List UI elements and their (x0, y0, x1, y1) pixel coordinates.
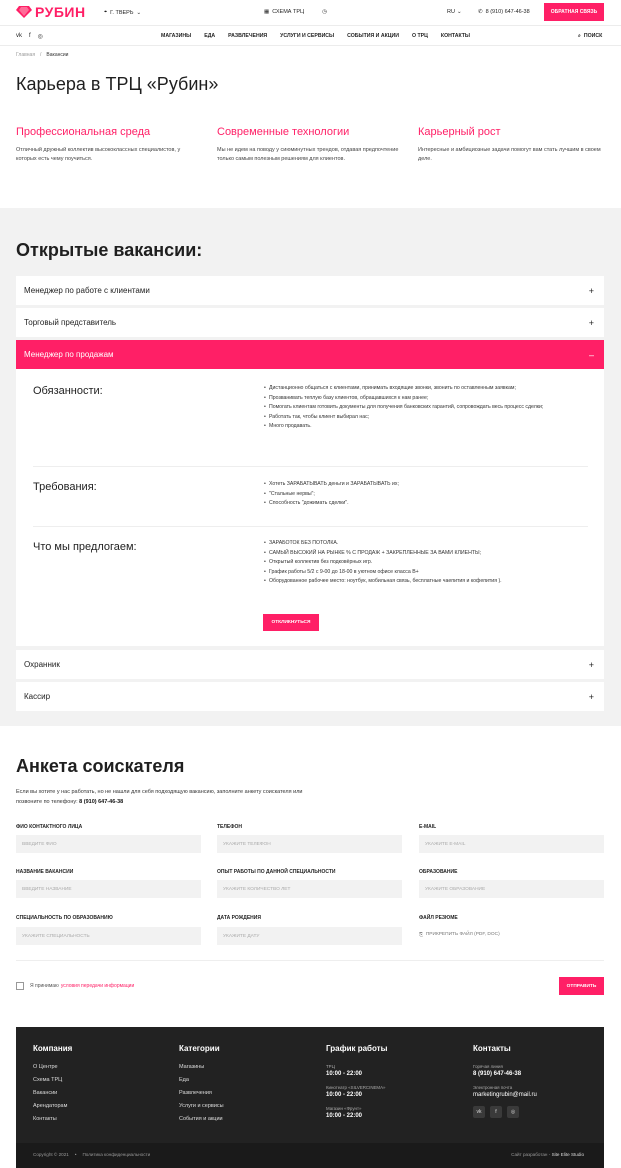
duties-list (264, 384, 594, 432)
clock-icon[interactable]: ◷ (322, 9, 327, 15)
agree-text: Я принимаю (30, 983, 59, 989)
offer-title: Что мы предлогаем: (33, 541, 137, 553)
footer-copy (33, 1152, 150, 1157)
list-item: • Оборудованное рабочее место: ноутбук, мобильная связь, бесплатные чаепития и кофепития ). (264, 577, 594, 587)
hotline-label: Горячая линия (473, 1064, 503, 1069)
vacancy-accordion-item[interactable] (16, 650, 604, 679)
list-item: • График работы 5/2 с 9-00 до 18-00 в уютном офисе класса В+ (264, 568, 594, 578)
footer-heading: График работы (326, 1044, 388, 1053)
footer-link[interactable]: Еда (179, 1077, 189, 1083)
footer-link[interactable]: О Центре (33, 1064, 58, 1070)
vacancy-title: Охранник (24, 660, 60, 669)
plus-icon: + (588, 659, 594, 670)
hours-place: Магазин «Фрунт» (326, 1106, 362, 1111)
list-item: • Хотеть ЗАРАБАТЫВАТЬ деньги и ЗАРАБАТЫВАТЬ их; (264, 480, 594, 490)
copyright: Copyright © 2021 (33, 1152, 69, 1157)
minus-icon: – (588, 349, 594, 360)
divider (16, 960, 604, 961)
footer-link[interactable]: Магазины (179, 1064, 205, 1070)
footer-link[interactable]: Схема ТРЦ (33, 1077, 63, 1083)
language-selector[interactable] (447, 9, 462, 15)
footer-link[interactable]: Развлечения (179, 1090, 212, 1096)
footer-link[interactable]: Арендаторам (33, 1103, 68, 1109)
footer-company (33, 1044, 72, 1129)
form-title: Анкета соискателя (16, 756, 185, 776)
respond-button[interactable]: ОТКЛИКНУТЬСЯ (263, 614, 319, 631)
feature-title: Современные технологии (217, 126, 350, 138)
attach-label: ПРИКРЕПИТЬ ФАЙЛ (PDF, DOC) (425, 932, 500, 937)
list-item: • Много продавать. (264, 422, 594, 432)
nav-item-contacts[interactable]: КОНТАКТЫ (440, 33, 470, 39)
search-label: ПОИСК (583, 33, 603, 39)
offer-list (264, 539, 594, 587)
footer-social (473, 1106, 537, 1118)
field-label: ФИО КОНТАКТНОГО ЛИЦА (16, 824, 83, 830)
list-item: • "Стальные нервы"; (264, 490, 594, 500)
form-intro-text: Если вы хотите у нас работать, но не нашли для себя подходящую вакансию, заполните анкету соискателя или позвоните по телефону: (16, 789, 303, 805)
divider (0, 45, 621, 46)
agree-checkbox[interactable] (16, 982, 24, 990)
ruby-gem-icon (16, 6, 32, 18)
list-item: • Помогать клиентам готовить документы для получения банковских гарантий, сопровождать весь процесс сделки; (264, 403, 594, 413)
feature-text: Интересные и амбициозные задачи помогут вам стать лучшим в своем деле. (418, 147, 601, 162)
hours-time: 10:00 - 22:00 (326, 1092, 363, 1098)
instagram-icon[interactable]: ◎ (507, 1106, 519, 1118)
divider (0, 25, 621, 26)
instagram-icon[interactable]: ◎ (37, 34, 43, 40)
hours-time: 10:00 - 22:00 (326, 1071, 363, 1077)
vacancies-title: Открытые вакансии: (16, 240, 203, 260)
birthdate-input[interactable]: УКАЖИТЕ ДАТУ (217, 927, 402, 945)
send-button[interactable]: ОТПРАВИТЬ (559, 977, 604, 995)
footer-hours (326, 1044, 387, 1127)
breadcrumb (16, 52, 68, 58)
list-item: • Дистанционно общаться с клиентами, принимать входящие звонки, звонить по оставленным заявкам; (264, 384, 594, 394)
city-selector[interactable] (104, 9, 141, 16)
lang-label: RU (447, 9, 455, 15)
vacancy-name-input[interactable]: ВВЕДИТЕ НАЗВАНИЕ (16, 880, 201, 898)
email-label: Электронная почта (473, 1085, 513, 1090)
list-item: • Прозванивать теплую базу клиентов, обращавшихся к нам ранее; (264, 394, 594, 404)
name-input[interactable]: ВВЕДИТЕ ФИО (16, 835, 201, 853)
footer-link[interactable]: Контакты (33, 1116, 57, 1122)
fb-icon[interactable]: f (490, 1106, 502, 1118)
nav-item-entertainment[interactable]: РАЗВЛЕЧЕНИЯ (228, 33, 268, 39)
plus-icon: + (588, 317, 594, 328)
phone-number: 8 (910) 647-46-38 (485, 9, 530, 15)
map-link[interactable] (264, 9, 304, 15)
nav-item-about[interactable]: О ТРЦ (412, 33, 428, 39)
breadcrumb-separator: / (40, 52, 42, 58)
field-label: ТЕЛЕФОН (217, 824, 242, 830)
footer-link[interactable]: Вакансии (33, 1090, 58, 1096)
hours-place: ТРЦ (326, 1064, 335, 1069)
list-item: • Работать так, чтобы клиент выбирал нас; (264, 413, 594, 423)
feature-card (16, 126, 201, 164)
page-title: Карьера в ТРЦ «Рубин» (16, 74, 219, 94)
agree-checkbox-row (16, 982, 134, 990)
breadcrumb-current: Вакансии (46, 52, 69, 58)
vk-icon[interactable]: vk (473, 1106, 485, 1118)
footer-email[interactable]: marketingrubin@mail.ru (473, 1092, 537, 1098)
vacancy-title: Кассир (24, 692, 51, 701)
experience-input[interactable]: УКАЖИТЕ КОЛИЧЕСТВО ЛЕТ (217, 880, 402, 898)
requirements-title: Требования: (33, 481, 97, 493)
field-label: ФАЙЛ РЕЗЮМЕ (419, 915, 458, 921)
footer-categories (179, 1044, 224, 1129)
logo[interactable] (16, 4, 86, 20)
paperclip-icon: ⎘ (419, 933, 423, 938)
feature-card (217, 126, 402, 164)
header-phone[interactable] (478, 9, 530, 15)
duties-title: Обязанности: (33, 385, 103, 397)
vk-icon[interactable]: vk (16, 33, 22, 39)
vacancy-title: Менеджер по работе с клиентами (24, 286, 150, 295)
fb-icon[interactable]: f (29, 33, 31, 39)
divider (33, 466, 588, 467)
chevron-down-icon: ⌄ (456, 9, 462, 15)
nav-item-shops[interactable]: МАГАЗИНЫ (161, 33, 192, 39)
attach-file-button[interactable] (419, 932, 500, 938)
map-link-label: СХЕМА ТРЦ (272, 9, 305, 15)
vacancy-accordion-item-active[interactable] (16, 340, 604, 369)
vacancy-accordion-item[interactable] (16, 308, 604, 337)
field-label: НАЗВАНИЕ ВАКАНСИИ (16, 869, 74, 875)
specialty-input[interactable]: УКАЖИТЕ СПЕЦИАЛЬНОСТЬ (16, 927, 201, 945)
feature-title: Карьерный рост (418, 126, 501, 138)
breadcrumb-home[interactable]: Главная (16, 52, 36, 58)
footer (16, 1027, 604, 1168)
phone-icon: ✆ (478, 9, 483, 15)
footer-link[interactable]: Услуги и сервисы (179, 1103, 224, 1109)
nav-item-events[interactable]: СОБЫТИЯ И АКЦИИ (347, 33, 399, 39)
field-label: ОПЫТ РАБОТЫ ПО ДАННОЙ СПЕЦИАЛЬНОСТИ (217, 869, 336, 875)
plus-icon: + (588, 691, 594, 702)
field-label: ОБРАЗОВАНИЕ (419, 869, 458, 875)
education-input[interactable]: УКАЖИТЕ ОБРАЗОВАНИЕ (419, 880, 604, 898)
email-input[interactable]: УКАЖИТЕ E-MAIL (419, 835, 604, 853)
developer-credit[interactable] (511, 1152, 584, 1157)
footer-heading: Компания (33, 1044, 73, 1053)
list-item: • Способность "дожимать сделки". (264, 499, 594, 509)
footer-contacts (473, 1044, 537, 1118)
list-item: • Открытый коллектив без подковёрных игр. (264, 558, 594, 568)
hours-place: Кинотеатр «SILVERCINEMA» (326, 1085, 386, 1090)
location-pin-icon: ⌖ (104, 9, 108, 15)
feature-card (418, 126, 603, 164)
footer-bottom (16, 1143, 604, 1168)
chevron-down-icon: ⌄ (136, 9, 142, 16)
vacancy-accordion-item[interactable] (16, 682, 604, 711)
list-item: • САМЫЙ ВЫСОКИЙ НА РЫНКЕ % С ПРОДАЖ + ЗАКРЕПЛЕННЫЕ ЗА ВАМИ КЛИЕНТЫ; (264, 549, 594, 559)
field-label: ДАТА РОЖДЕНИЯ (217, 915, 261, 921)
footer-link[interactable]: События и акции (179, 1116, 223, 1122)
privacy-link[interactable]: Политика конфиденциальности (82, 1152, 151, 1157)
feature-text: Отличный дружный коллектив высококлассных специалистов, у которых есть чему поучиться. (16, 147, 181, 162)
vacancy-title: Торговый представитель (24, 318, 117, 327)
dev-prefix: Сайт разработан - (511, 1152, 551, 1157)
nav-item-services[interactable]: УСЛУГИ И СЕРВИСЫ (280, 33, 335, 39)
hotline-number[interactable]: 8 (910) 647-46-38 (473, 1071, 522, 1077)
divider (33, 526, 588, 527)
map-icon: ▦ (264, 9, 270, 15)
feedback-button[interactable]: ОБРАТНАЯ СВЯЗЬ (544, 3, 604, 21)
brand-name: РУБИН (35, 4, 86, 20)
feature-text: Мы не идем на поводу у сиюминутных трендов, отдавая предпочтение только самым полезным решениям для клиентов. (217, 147, 399, 162)
footer-heading: Контакты (473, 1044, 511, 1053)
footer-heading: Категории (179, 1044, 220, 1053)
agree-link[interactable]: условия передачи информации (60, 983, 135, 989)
search-button[interactable] (578, 33, 602, 40)
separator-dot: • (74, 1152, 77, 1157)
search-icon: ⌕ (578, 33, 581, 39)
social-links (16, 33, 43, 40)
feature-title: Профессиональная среда (16, 126, 151, 138)
requirements-list (264, 480, 594, 509)
dev-name: Site Elite Studio (551, 1152, 584, 1157)
form-intro (16, 787, 306, 807)
vacancy-title: Менеджер по продажам (24, 350, 114, 359)
hours-time: 10:00 - 22:00 (326, 1113, 363, 1119)
nav-item-food[interactable]: ЕДА (204, 33, 216, 39)
main-nav (161, 33, 470, 39)
field-label: E-MAIL (419, 824, 437, 830)
form-intro-phone[interactable]: 8 (910) 647-46-38 (79, 799, 124, 805)
list-item: • ЗАРАБОТОК БЕЗ ПОТОЛКА. (264, 539, 594, 549)
phone-input[interactable]: УКАЖИТЕ ТЕЛЕФОН (217, 835, 402, 853)
vacancy-accordion-item[interactable] (16, 276, 604, 305)
plus-icon: + (588, 285, 594, 296)
city-label: Г. ТВЕРЬ (110, 9, 134, 16)
field-label: СПЕЦИАЛЬНОСТЬ ПО ОБРАЗОВАНИЮ (16, 915, 113, 921)
